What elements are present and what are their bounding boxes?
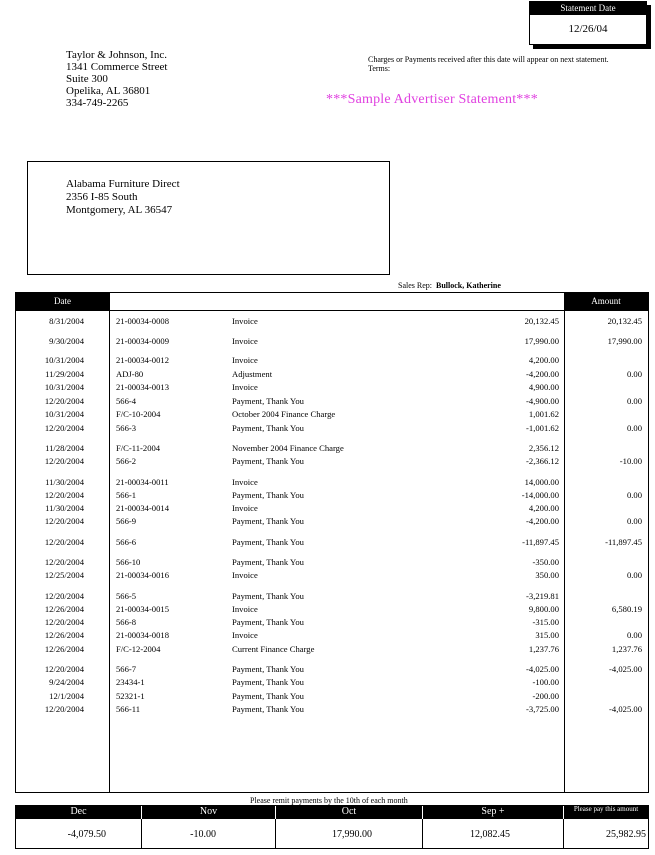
aging-label-dec: Dec [16, 805, 141, 819]
row-description: Payment, Thank You [232, 396, 304, 406]
table-row [0, 603, 655, 615]
row-date: 10/31/2004 [44, 382, 84, 392]
row-date: 9/30/2004 [49, 336, 84, 346]
row-amount: 315.00 [535, 630, 559, 640]
row-reference: 21-00034-0011 [116, 477, 169, 487]
row-reference: F/C-11-2004 [116, 443, 161, 453]
row-amount: -4,900.00 [526, 396, 559, 406]
aging-value-nov: -10.00 [190, 829, 216, 840]
row-balance: -4,025.00 [609, 704, 642, 714]
row-date: 11/28/2004 [45, 443, 84, 453]
row-balance: 0.00 [626, 516, 642, 526]
amount-due-label: Please pay this amount [564, 805, 648, 819]
statement-notice [368, 55, 609, 73]
row-description: Invoice [232, 355, 258, 365]
table-row [0, 629, 655, 641]
table-row [0, 476, 655, 488]
row-balance: 0.00 [626, 630, 642, 640]
row-reference: 566-8 [116, 617, 137, 627]
row-reference: 21-00034-0015 [116, 604, 169, 614]
row-balance: 20,132.45 [607, 316, 642, 326]
row-reference: 566-4 [116, 396, 137, 406]
company-name: Taylor & Johnson, Inc. [66, 49, 167, 61]
row-amount: -4,025.00 [526, 664, 559, 674]
row-reference: 566-11 [116, 704, 141, 714]
table-row [0, 556, 655, 568]
row-description: Payment, Thank You [232, 617, 304, 627]
table-row [0, 515, 655, 527]
row-reference: 21-00034-0013 [116, 382, 169, 392]
table-row [0, 335, 655, 347]
notice-terms: Terms: [368, 64, 391, 73]
table-row [0, 703, 655, 715]
row-amount: -2,366.12 [526, 456, 559, 466]
header-rule [16, 310, 109, 311]
row-description: October 2004 Finance Charge [232, 409, 336, 419]
row-date: 12/20/2004 [44, 591, 84, 601]
table-row [0, 395, 655, 407]
notice-line1: Charges or Payments received after this date will appear on next statement. [368, 55, 609, 64]
row-description: Payment, Thank You [232, 677, 304, 687]
table-row [0, 590, 655, 602]
amount-column-header: Amount [564, 293, 648, 310]
table-row [0, 368, 655, 380]
aging-label-nov: Nov [142, 805, 275, 819]
statement-date-value: 12/26/04 [568, 23, 608, 35]
remit-note: Please remit payments by the 10th of each month [250, 796, 408, 805]
table-row [0, 690, 655, 702]
row-amount: 1,001.62 [528, 409, 559, 419]
row-description: Payment, Thank You [232, 537, 304, 547]
table-row [0, 354, 655, 366]
header-rule [564, 310, 648, 311]
row-reference: F/C-12-2004 [116, 644, 161, 654]
row-date: 12/20/2004 [44, 456, 84, 466]
date-column-header: Date [16, 293, 109, 310]
row-date: 12/25/2004 [44, 570, 84, 580]
row-amount: 4,900.00 [528, 382, 559, 392]
row-amount: 17,990.00 [524, 336, 559, 346]
row-date: 12/20/2004 [44, 490, 84, 500]
row-amount: -350.00 [532, 557, 559, 567]
row-reference: 23434-1 [116, 677, 145, 687]
row-reference: 566-9 [116, 516, 137, 526]
row-description: Payment, Thank You [232, 591, 304, 601]
aging-value-sep: 12,082.45 [470, 829, 510, 840]
row-amount: -3,219.81 [526, 591, 559, 601]
row-description: Invoice [232, 570, 258, 580]
row-description: Adjustment [232, 369, 273, 379]
row-balance: 0.00 [626, 396, 642, 406]
row-reference: 566-1 [116, 490, 137, 500]
row-date: 12/20/2004 [44, 617, 84, 627]
row-amount: 4,200.00 [528, 355, 559, 365]
table-row [0, 381, 655, 393]
table-row [0, 442, 655, 454]
row-date: 8/31/2004 [49, 316, 84, 326]
row-date: 12/20/2004 [44, 396, 84, 406]
row-amount: 9,800.00 [528, 604, 559, 614]
company-city: Opelika, AL 36801 [66, 85, 151, 97]
table-row [0, 489, 655, 501]
row-date: 10/31/2004 [44, 409, 84, 419]
row-amount: 20,132.45 [524, 316, 559, 326]
row-reference: 21-00034-0018 [116, 630, 169, 640]
row-balance: 6,580.19 [611, 604, 642, 614]
row-date: 12/20/2004 [44, 704, 84, 714]
row-description: Invoice [232, 382, 258, 392]
row-amount: 14,000.00 [524, 477, 559, 487]
row-description: Invoice [232, 630, 258, 640]
row-amount: -100.00 [532, 677, 559, 687]
row-balance: -10.00 [619, 456, 642, 466]
table-row [0, 676, 655, 688]
row-amount: 4,200.00 [528, 503, 559, 513]
table-row [0, 536, 655, 548]
row-description: November 2004 Finance Charge [232, 443, 344, 453]
header-rule [109, 310, 564, 311]
sales-rep-name: Bullock, Katherine [436, 281, 501, 290]
row-reference: ADJ-80 [116, 369, 144, 379]
row-amount: -315.00 [532, 617, 559, 627]
row-date: 12/20/2004 [44, 516, 84, 526]
row-description: Payment, Thank You [232, 557, 304, 567]
row-description: Current Finance Charge [232, 644, 315, 654]
row-balance: 1,237.76 [611, 644, 642, 654]
sales-rep [398, 281, 501, 290]
row-reference: F/C-10-2004 [116, 409, 161, 419]
table-row [0, 455, 655, 467]
row-date: 11/29/2004 [45, 369, 84, 379]
row-date: 9/24/2004 [49, 677, 84, 687]
company-address-line1: 1341 Commerce Street [66, 61, 168, 73]
row-reference: 566-3 [116, 423, 137, 433]
row-amount: -14,000.00 [521, 490, 559, 500]
customer-city: Montgomery, AL 36547 [66, 204, 173, 216]
company-phone: 334-749-2265 [66, 97, 129, 109]
statement-date-label: Statement Date [530, 2, 646, 15]
row-date: 12/26/2004 [44, 604, 84, 614]
row-amount: -1,001.62 [526, 423, 559, 433]
row-description: Invoice [232, 503, 258, 513]
row-amount: 1,237.76 [528, 644, 559, 654]
row-amount: -4,200.00 [526, 369, 559, 379]
table-row [0, 502, 655, 514]
row-date: 10/31/2004 [44, 355, 84, 365]
row-description: Payment, Thank You [232, 456, 304, 466]
table-row [0, 643, 655, 655]
row-amount: -200.00 [532, 691, 559, 701]
aging-value-oct: 17,990.00 [332, 829, 372, 840]
row-balance: 17,990.00 [607, 336, 642, 346]
sample-banner: ***Sample Advertiser Statement*** [326, 92, 538, 107]
row-description: Invoice [232, 316, 258, 326]
row-balance: 0.00 [626, 490, 642, 500]
aging-label-oct: Oct [276, 805, 422, 819]
row-description: Payment, Thank You [232, 490, 304, 500]
row-amount: -3,725.00 [526, 704, 559, 714]
row-date: 12/20/2004 [44, 537, 84, 547]
row-balance: 0.00 [626, 423, 642, 433]
table-row [0, 315, 655, 327]
table-row [0, 663, 655, 675]
row-date: 11/30/2004 [45, 503, 84, 513]
table-row [0, 408, 655, 420]
row-date: 12/26/2004 [44, 644, 84, 654]
company-address-line2: Suite 300 [66, 73, 108, 85]
sales-rep-label: Sales Rep: [398, 281, 432, 290]
row-description: Invoice [232, 477, 258, 487]
row-reference: 21-00034-0012 [116, 355, 169, 365]
row-description: Payment, Thank You [232, 704, 304, 714]
row-date: 12/26/2004 [44, 630, 84, 640]
customer-name: Alabama Furniture Direct [66, 178, 180, 190]
row-reference: 21-00034-0014 [116, 503, 169, 513]
row-balance: 0.00 [626, 369, 642, 379]
row-reference: 566-6 [116, 537, 137, 547]
aging-label-sep: Sep + [423, 805, 563, 819]
row-reference: 566-2 [116, 456, 137, 466]
row-amount: 350.00 [535, 570, 559, 580]
row-description: Payment, Thank You [232, 516, 304, 526]
table-row [0, 569, 655, 581]
row-date: 12/20/2004 [44, 423, 84, 433]
table-row [0, 616, 655, 628]
row-reference: 566-10 [116, 557, 141, 567]
row-amount: 2,356.12 [528, 443, 559, 453]
row-date: 11/30/2004 [45, 477, 84, 487]
row-reference: 21-00034-0008 [116, 316, 169, 326]
row-reference: 566-5 [116, 591, 137, 601]
row-date: 12/20/2004 [44, 664, 84, 674]
row-amount: -11,897.45 [522, 537, 559, 547]
row-balance: -11,897.45 [605, 537, 642, 547]
row-description: Payment, Thank You [232, 423, 304, 433]
row-reference: 566-7 [116, 664, 137, 674]
customer-address [66, 178, 180, 217]
row-reference: 52321-1 [116, 691, 145, 701]
row-description: Invoice [232, 336, 258, 346]
row-balance: 0.00 [626, 570, 642, 580]
row-balance: -4,025.00 [609, 664, 642, 674]
table-row [0, 422, 655, 434]
row-reference: 21-00034-0016 [116, 570, 169, 580]
row-description: Payment, Thank You [232, 664, 304, 674]
amount-due-value: 25,982.95 [606, 829, 646, 840]
aging-value-dec: -4,079.50 [67, 829, 106, 840]
customer-street: 2356 I-85 South [66, 191, 138, 203]
row-date: 12/20/2004 [44, 557, 84, 567]
row-description: Invoice [232, 604, 258, 614]
row-date: 12/1/2004 [49, 691, 84, 701]
row-reference: 21-00034-0009 [116, 336, 169, 346]
statement-date-box [529, 1, 647, 45]
company-address [66, 49, 167, 109]
row-amount: -4,200.00 [526, 516, 559, 526]
row-description: Payment, Thank You [232, 691, 304, 701]
